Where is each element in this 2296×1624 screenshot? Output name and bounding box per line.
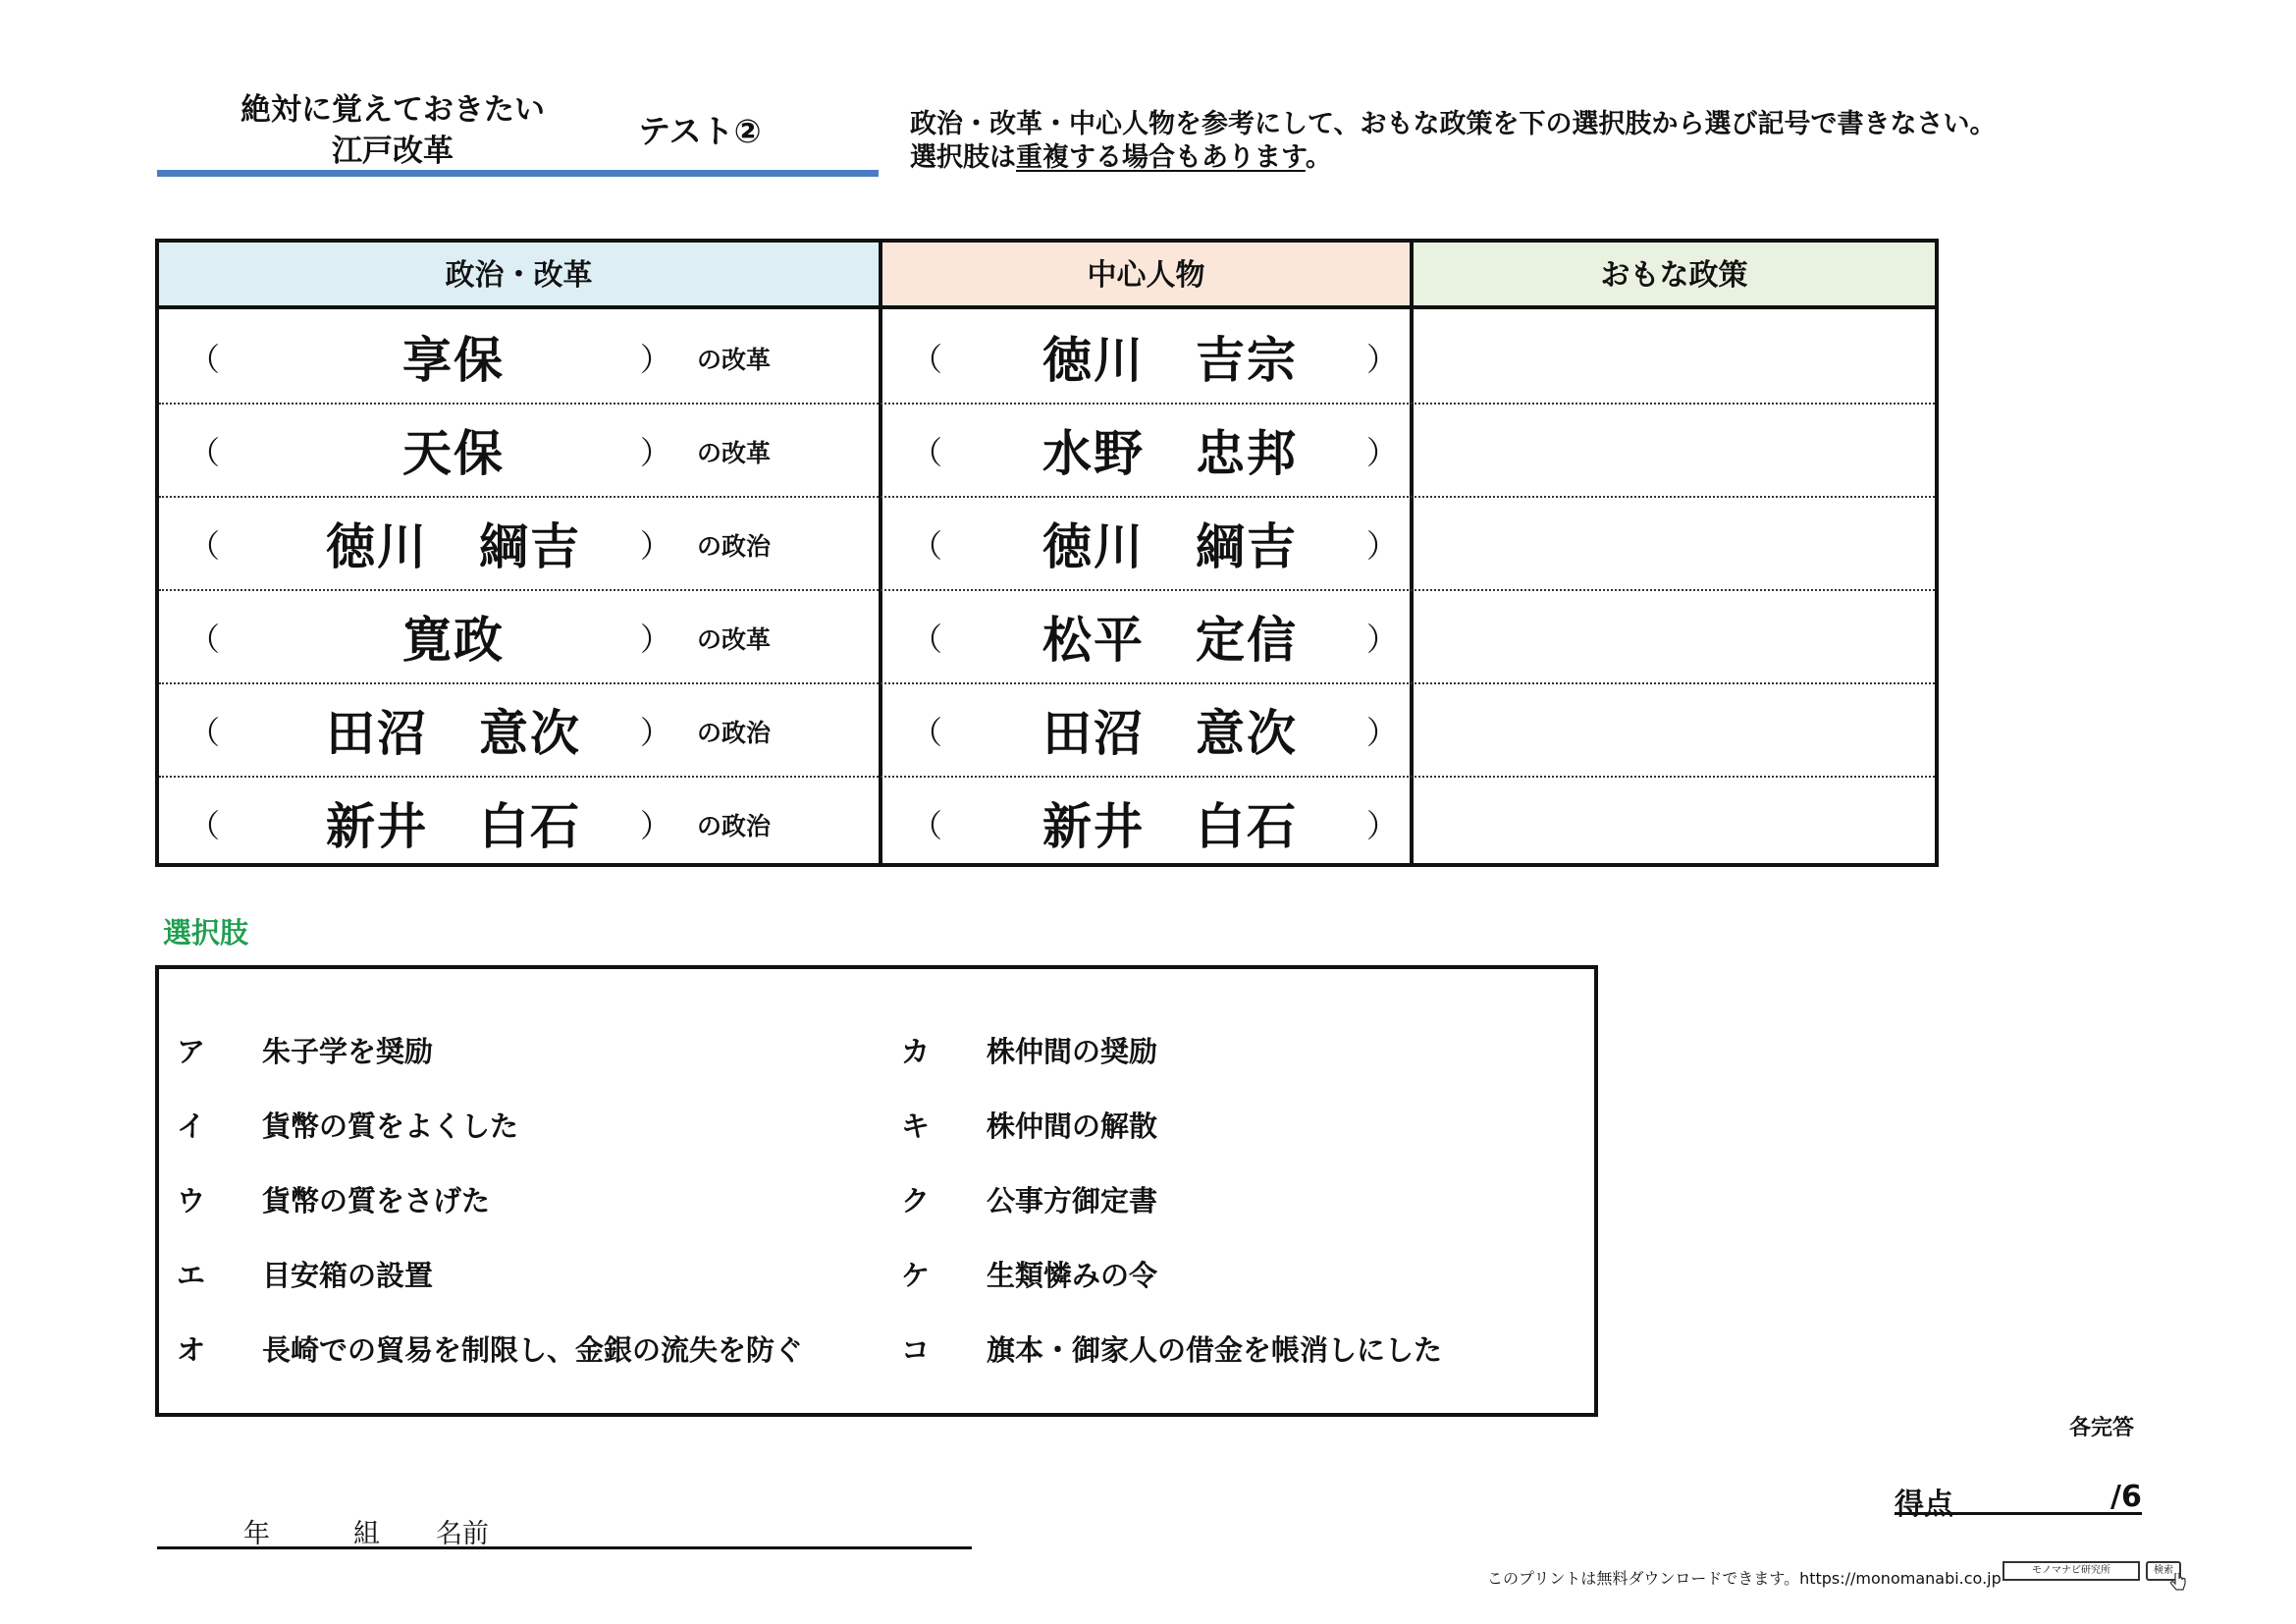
- person-name: 松平 定信: [1042, 612, 1298, 669]
- reform-name: 田沼 意次: [326, 705, 581, 762]
- choice-text: 株仲間の解散: [987, 1110, 1158, 1143]
- person-name: 田沼 意次: [1042, 705, 1298, 762]
- choice-text: 旗本・御家人の借金を帳消しにした: [987, 1333, 1443, 1367]
- table-row: [159, 589, 1935, 682]
- choices-box: [155, 965, 1598, 1417]
- choice-letter: コ: [901, 1333, 931, 1367]
- choice-letter: イ: [177, 1110, 206, 1143]
- table-row: [159, 403, 1935, 496]
- choice-letter: ウ: [177, 1184, 206, 1218]
- reform-name: 天保: [402, 425, 505, 482]
- choice-text: 株仲間の奨励: [987, 1035, 1158, 1068]
- choice-text: 長崎での貿易を制限し、金銀の流失を防ぐ: [262, 1333, 804, 1367]
- reform-name: 享保: [402, 332, 505, 389]
- answer-table: [155, 239, 1939, 867]
- name-label: 名前: [436, 1519, 489, 1549]
- close-paren: ）: [640, 714, 672, 751]
- open-paren: （: [911, 434, 943, 471]
- row-separator: [159, 589, 1935, 591]
- close-paren: ）: [640, 341, 672, 378]
- choice-text: 朱子学を奨励: [262, 1035, 434, 1068]
- choice-text: 公事方御定書: [987, 1184, 1158, 1218]
- close-paren: ）: [640, 527, 672, 565]
- choice-letter: ケ: [901, 1259, 931, 1292]
- header-policy: おもな政策: [1410, 243, 1935, 309]
- instruction-line1: 政治・改革・中心人物を参考にして、おもな政策を下の選択肢から選び記号で書きなさい。: [910, 109, 1997, 139]
- score-total: /6: [2110, 1480, 2142, 1514]
- close-paren: ）: [1366, 621, 1399, 658]
- choice-letter: エ: [177, 1259, 206, 1292]
- choice-text: 貨幣の質をよくした: [262, 1110, 519, 1143]
- choice-text: 生類憐みの令: [987, 1259, 1158, 1292]
- worksheet-title-line2: 江戸改革: [332, 134, 454, 169]
- open-paren: （: [911, 621, 943, 658]
- reform-name: 徳川 綱吉: [326, 518, 581, 575]
- open-paren: （: [188, 527, 221, 565]
- choice-text: 貨幣の質をさげた: [262, 1184, 491, 1218]
- download-note: このプリントは無料ダウンロードできます。https://monomanabi.co.jp: [1487, 1569, 2002, 1588]
- close-paren: ）: [1366, 434, 1399, 471]
- table-row: [159, 309, 1935, 403]
- score-underline: [1895, 1512, 2142, 1515]
- hand-cursor-icon: [2169, 1573, 2187, 1595]
- close-paren: ）: [1366, 807, 1399, 844]
- reform-suffix: の改革: [697, 625, 772, 654]
- close-paren: ）: [1366, 341, 1399, 378]
- open-paren: （: [911, 807, 943, 844]
- choice-letter: ク: [901, 1184, 931, 1218]
- open-paren: （: [911, 527, 943, 565]
- row-separator: [159, 682, 1935, 684]
- reform-suffix: の改革: [697, 346, 772, 374]
- reform-suffix: の改革: [697, 439, 772, 467]
- reform-name: 寛政: [402, 612, 505, 669]
- header-reform: 政治・改革: [159, 243, 879, 309]
- year-label: 年: [243, 1519, 270, 1549]
- row-separator: [159, 776, 1935, 778]
- person-name: 徳川 綱吉: [1042, 518, 1298, 575]
- choices-label: 選択肢: [163, 916, 249, 949]
- instruction-line2-prefix: 選択肢は: [910, 142, 1016, 173]
- reform-suffix: の政治: [697, 719, 772, 747]
- instruction-line2-underlined: 重複する場合もあります: [1016, 142, 1306, 173]
- person-name: 水野 忠邦: [1042, 425, 1298, 482]
- class-label: 組: [353, 1519, 380, 1549]
- choice-letter: ア: [177, 1035, 206, 1068]
- choice-letter: オ: [177, 1333, 206, 1367]
- score-label: 得点: [1895, 1488, 1953, 1522]
- person-name: 徳川 吉宗: [1042, 332, 1298, 389]
- open-paren: （: [188, 807, 221, 844]
- close-paren: ）: [640, 434, 672, 471]
- test-label: テスト②: [638, 112, 762, 150]
- open-paren: （: [911, 714, 943, 751]
- header-person: 中心人物: [879, 243, 1410, 309]
- open-paren: （: [188, 434, 221, 471]
- close-paren: ）: [640, 621, 672, 658]
- instruction-line2-suffix: 。: [1305, 142, 1332, 173]
- choice-text: 目安箱の設置: [262, 1259, 434, 1292]
- site-logo-box: モノマナビ研究所: [2002, 1561, 2140, 1581]
- each-complete-note: 各完答: [2069, 1416, 2135, 1440]
- name-underline: [157, 1546, 972, 1549]
- table-row: [159, 496, 1935, 589]
- reform-name: 新井 白石: [326, 798, 581, 855]
- close-paren: ）: [640, 807, 672, 844]
- instruction-line2: [910, 135, 1332, 174]
- close-paren: ）: [1366, 527, 1399, 565]
- row-separator: [159, 496, 1935, 498]
- person-name: 新井 白石: [1042, 798, 1298, 855]
- search-button[interactable]: 検索: [2146, 1561, 2181, 1581]
- close-paren: ）: [1366, 714, 1399, 751]
- reform-suffix: の政治: [697, 532, 772, 561]
- row-separator: [159, 403, 1935, 405]
- open-paren: （: [188, 621, 221, 658]
- open-paren: （: [911, 341, 943, 378]
- worksheet-title-line1: 絶対に覚えておきたい: [240, 92, 545, 128]
- choice-letter: キ: [901, 1110, 931, 1143]
- open-paren: （: [188, 714, 221, 751]
- choice-letter: カ: [901, 1035, 931, 1068]
- table-row: [159, 682, 1935, 776]
- title-underline-bar: [157, 170, 879, 177]
- table-row: [159, 776, 1935, 869]
- open-paren: （: [188, 341, 221, 378]
- reform-suffix: の政治: [697, 812, 772, 840]
